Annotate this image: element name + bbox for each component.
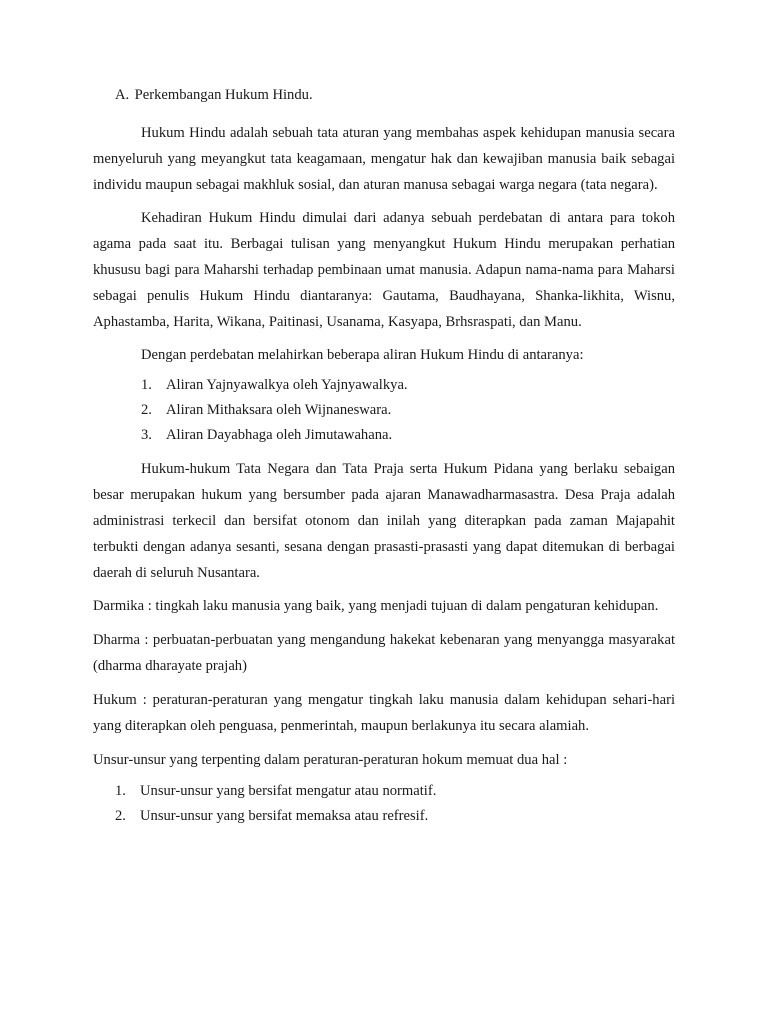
unsur-list [93, 779, 675, 829]
aliran-list [93, 373, 675, 448]
section-label: A. [115, 87, 130, 103]
section-heading [115, 82, 675, 109]
list-item-text: Unsur-unsur yang bersifat mengatur atau normatif. [140, 783, 437, 799]
list-item-number: 1. [115, 783, 126, 799]
list-item-text: Aliran Mithaksara oleh Wijnaneswara. [166, 402, 392, 418]
list-item-text: Unsur-unsur yang bersifat memaksa atau refresif. [140, 808, 429, 824]
list-item [141, 423, 675, 448]
list-item [115, 779, 675, 804]
definition-hukum: Hukum : peraturan-peraturan yang mengatur tingkah laku manusia dalam kehidupan sehari-hari yang diterapkan oleh penguasa, penmerintah, maupun berlakunya itu secara alamiah. [93, 692, 675, 734]
list-item-number: 1. [141, 377, 152, 393]
section-title: Perkembangan Hukum Hindu. [134, 87, 313, 103]
list-item-number: 2. [115, 808, 126, 824]
list-item-text: Aliran Dayabhaga oleh Jimutawahana. [166, 427, 393, 443]
paragraph-unsur-intro: Unsur-unsur yang terpenting dalam peraturan-peraturan hokum memuat dua hal : [93, 752, 568, 768]
list-item [141, 373, 675, 398]
paragraph-definition: Hukum Hindu adalah sebuah tata aturan yang membahas aspek kehidupan manusia secara menyeluruh yang meyangkut tata keagamaan, mengatur hak dan kewajiban manusia baik sebagai individu maupun sebagai makhluk sosial, dan aturan manusa sebagai warga negara (tata negara). [93, 125, 675, 193]
list-item [141, 398, 675, 423]
definition-darmika: Darmika : tingkah laku manusia yang baik, yang menjadi tujuan di dalam pengaturan kehidupan. [93, 598, 659, 614]
list-item [115, 804, 675, 829]
paragraph-aliran-intro: Dengan perdebatan melahirkan beberapa aliran Hukum Hindu di antaranya: [141, 347, 584, 363]
list-item-number: 2. [141, 402, 152, 418]
document-page [93, 82, 675, 837]
paragraph-origin: Kehadiran Hukum Hindu dimulai dari adanya sebuah perdebatan di antara para tokoh agama pada saat itu. Berbagai tulisan yang menyangkut Hukum Hindu merupakan perhatian khususu bagi para Maharshi terhadap pembinaan umat manusia. Adapun nama-nama para Maharsi sebagai penulis Hukum Hindu diantaranya: Gautama, Baudhayana, Shanka-likhita, Wisnu, Aphastamba, Harita, Wikana, Paitinasi, Usanama, Kasyapa, Brhsraspati, dan Manu. [93, 210, 675, 330]
paragraph-tata-negara: Hukum-hukum Tata Negara dan Tata Praja serta Hukum Pidana yang berlaku sebaigan besar merupakan hukum yang bersumber pada ajaran Manawadharmasastra. Desa Praja adalah administrasi terkecil dan bersifat otonom dan inilah yang diterapkan pada zaman Majapahit terbukti dengan adanya sesanti, sesana dengan prasasti-prasasti yang dapat ditemukan di berbagai daerah di seluruh Nusantara. [93, 461, 675, 581]
list-item-text: Aliran Yajnyawalkya oleh Yajnyawalkya. [166, 377, 408, 393]
definition-dharma: Dharma : perbuatan-perbuatan yang mengandung hakekat kebenaran yang menyangga masyarakat (dharma dharayate prajah) [93, 632, 675, 674]
list-item-number: 3. [141, 427, 152, 443]
